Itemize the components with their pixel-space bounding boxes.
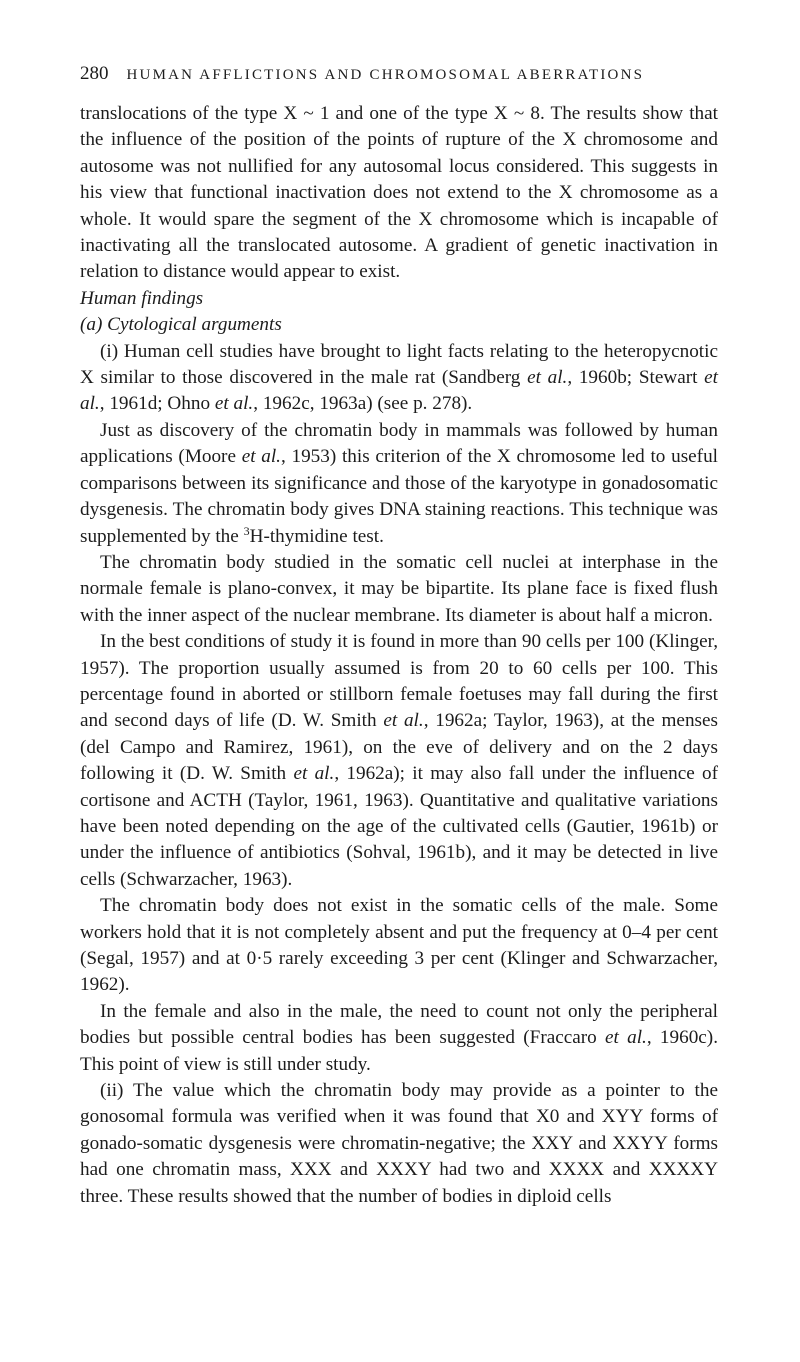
page-number: 280 (80, 63, 109, 84)
paragraph-heteropycnotic: (i) Human cell studies have brought to light facts relating to the heteropycnotic X similar to those discovered in the male rat (Sandberg et al., 1960b; Stewart et al., 1961d; Ohno et al., 1962c, 1963a) (see p. 278). (80, 340, 718, 415)
paragraph-gonosomal-formula: (ii) The value which the chromatin body may provide as a pointer to the gonosomal formula was verified when it was found that X0 and XYY forms of gonado-somatic dysgenesis were chromatin-negative; the XXY and XXYY forms had one chromatin mass, XXX and XXXY had two and XXXX and XXXXY three. These results showed that the number of bodies in diploid cells (80, 1080, 718, 1207)
page-body (80, 101, 718, 1210)
page-header (80, 62, 720, 87)
section-heading-human-findings: Human findings (80, 287, 204, 309)
paragraph-chromatin-discovery: Just as discovery of the chromatin body in mammals was followed by human applications (Moore et al., 1953) this criterion of the X chromosome led to useful comparisons between its significance and those of the karyotype in gonadosomatic dysgenesis. The chromatin body gives DNA staining reactions. This technique was supplemented by the $^3$H-thymidine test. (80, 419, 718, 547)
subsection-heading-cytological: (a) Cytological arguments (80, 314, 282, 336)
paragraph-chromatin-shape: The chromatin body studied in the somatic cell nuclei at interphase in the normale female is plano-convex, it may be bipartite. Its plane face is fixed flush with the inner aspect of the nuclear membrane. Its diameter is about half a micron. (80, 551, 718, 626)
paragraph-chromatin-frequency: In the best conditions of study it is found in more than 90 cells per 100 (Klinger, 1957). The proportion usually assumed is from 20 to 60 cells per 100. This percentage found in aborted or stillborn female foetuses may fall during the first and second days of life (D. W. Smith et al., 1962a; Taylor, 1963), at the menses (del Campo and Ramirez, 1961), on the eve of delivery and on the 2 days following it (D. W. Smith et al., 1962a); it may also fall under the influence of cortisone and ACTH (Taylor, 1961, 1963). Quantitative and qualitative variations have been noted depending on the age of the cultivated cells (Gautier, 1961b) or under the influence of antibiotics (Sohval, 1961b), and it may be detected in live cells (Schwarzacher, 1963). (80, 631, 719, 890)
paragraph-male-cells: The chromatin body does not exist in the somatic cells of the male. Some workers hold that it is not completely absent and put the frequency at 0–4 per cent (Segal, 1957) and at 0·5 rarely exceeding 3 per cent (Klinger and Schwarzacher, 1962). (80, 895, 718, 996)
paragraph-central-bodies: In the female and also in the male, the need to count not only the peripheral bodies but possible central bodies has been suggested (Fraccaro et al., 1960c). This point of view is still under study. (80, 1000, 718, 1075)
running-title: HUMAN AFFLICTIONS AND CHROMOSOMAL ABERRATIONS (126, 67, 645, 83)
intro-paragraph: translocations of the type X ~ 1 and one of the type X ~ 8. The results show that the influence of the position of the points of rupture of the X chromosome and autosome was not nullified for any autosomal locus considered. This suggests in his view that functional inactivation does not extend to the X chromosome as a whole. It would spare the segment of the X chromosome which is incapable of inactivating all the translocated autosome. A gradient of genetic inactivation in relation to distance would appear to exist. (80, 103, 718, 283)
